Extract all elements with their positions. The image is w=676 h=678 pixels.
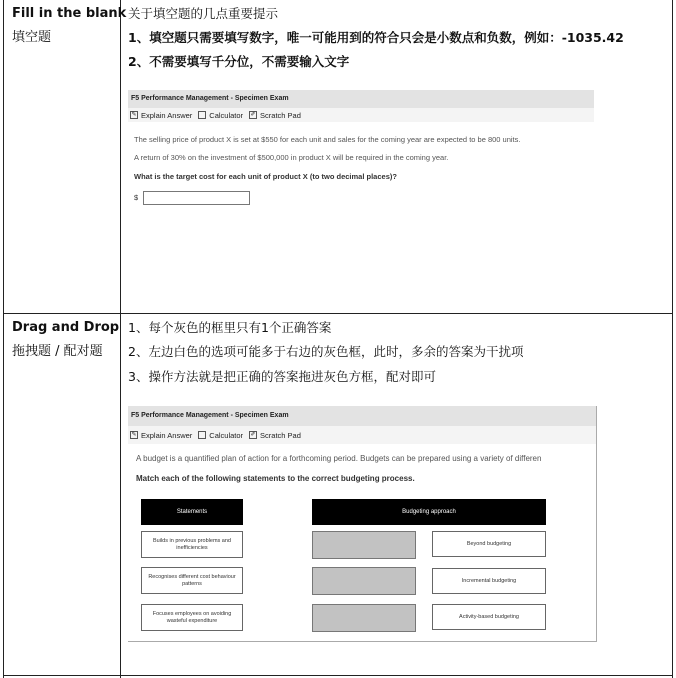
budgeting-approach-column-header: Budgeting approach — [312, 499, 546, 525]
scratch-pad-button[interactable] — [249, 111, 301, 120]
question-prompt: What is the target cost for each unit of product X (to two decimal places)? — [134, 172, 397, 181]
exam-header: F5 Performance Management - Specimen Exam — [128, 406, 596, 426]
statement-item[interactable]: Focuses employees on avoiding wasteful expenditure — [141, 604, 243, 631]
row-title-drag-and-drop: Drag and Drop — [12, 320, 120, 335]
exam-header: F5 Performance Management - Specimen Exam — [128, 90, 594, 108]
table-border-right — [672, 0, 673, 678]
explain-answer-label: Explain Answer — [141, 110, 193, 120]
calculator-label: Calculator — [209, 110, 244, 120]
calculator-button[interactable] — [198, 111, 243, 120]
drag-drop-note-2: 2、左边白色的选项可能多于右边的灰色框，此时，多余的答案为干扰项 — [128, 344, 524, 359]
approach-label: Incremental budgeting — [432, 568, 546, 594]
approach-label: Activity-based budgeting — [432, 604, 546, 630]
table-column-divider — [120, 0, 121, 678]
approach-label: Beyond budgeting — [432, 531, 546, 557]
scratch-pad-icon: ✐ — [250, 432, 256, 438]
question-line-2: A return of 30% on the investment of $500,000 in product X will be required in the coming year. — [134, 153, 449, 162]
scratch-pad-button[interactable] — [249, 431, 301, 440]
answer-input[interactable] — [143, 191, 250, 205]
question-prompt: Match each of the following statements to the correct budgeting process. — [136, 474, 415, 483]
drag-drop-note-3: 3、操作方法就是把正确的答案拖进灰色方框，配对即可 — [128, 369, 436, 384]
table-border-left — [3, 0, 4, 678]
currency-symbol: $ — [134, 193, 139, 202]
explain-icon: ✎ — [131, 112, 137, 118]
fill-blank-note-1: 1、填空题只需要填写数字，唯一可能用到的符合只会是小数点和负数，例如：-1035.42 — [128, 30, 624, 45]
explain-answer-button[interactable] — [130, 431, 192, 440]
drag-drop-exam-screenshot — [128, 406, 597, 642]
row-title-fill-in-the-blank: Fill in the blank — [12, 6, 127, 21]
table-bottom-divider — [3, 675, 673, 676]
explain-answer-button[interactable] — [130, 111, 192, 120]
scratch-pad-label: Scratch Pad — [260, 110, 301, 120]
scratch-pad-label: Scratch Pad — [260, 430, 301, 440]
table-row-divider — [3, 313, 673, 314]
statements-column-header: Statements — [141, 499, 243, 525]
fill-blank-note-heading: 关于填空题的几点重要提示 — [128, 6, 279, 21]
exam-toolbar — [128, 426, 596, 444]
drop-target[interactable] — [312, 567, 416, 595]
scratch-pad-icon: ✐ — [250, 112, 256, 118]
statement-item[interactable]: Builds in previous problems and inefficiencies — [141, 531, 243, 558]
calculator-button[interactable] — [198, 431, 243, 440]
row-subtitle-drag-and-drop: 拖拽题 / 配对题 — [12, 344, 103, 359]
explain-icon: ✎ — [131, 432, 137, 438]
exam-toolbar — [128, 108, 594, 122]
drop-target[interactable] — [312, 604, 416, 632]
calculator-icon — [198, 111, 206, 119]
question-line-1: A budget is a quantified plan of action for a forthcoming period. Budgets can be prepared using a variety of differen — [136, 454, 542, 463]
drag-drop-note-1: 1、每个灰色的框里只有1个正确答案 — [128, 320, 332, 335]
fill-blank-exam-screenshot — [128, 90, 594, 210]
calculator-icon — [198, 431, 206, 439]
drop-target[interactable] — [312, 531, 416, 559]
row-subtitle-fill-in-the-blank: 填空题 — [12, 30, 52, 45]
question-line-1: The selling price of product X is set at $550 for each unit and sales for the coming year are expected to be 800 units. — [134, 135, 521, 144]
statement-item[interactable]: Recognises different cost behaviour patterns — [141, 567, 243, 594]
calculator-label: Calculator — [209, 430, 244, 440]
fill-blank-note-2: 2、不需要填写千分位，不需要输入文字 — [128, 54, 350, 69]
explain-answer-label: Explain Answer — [141, 430, 193, 440]
